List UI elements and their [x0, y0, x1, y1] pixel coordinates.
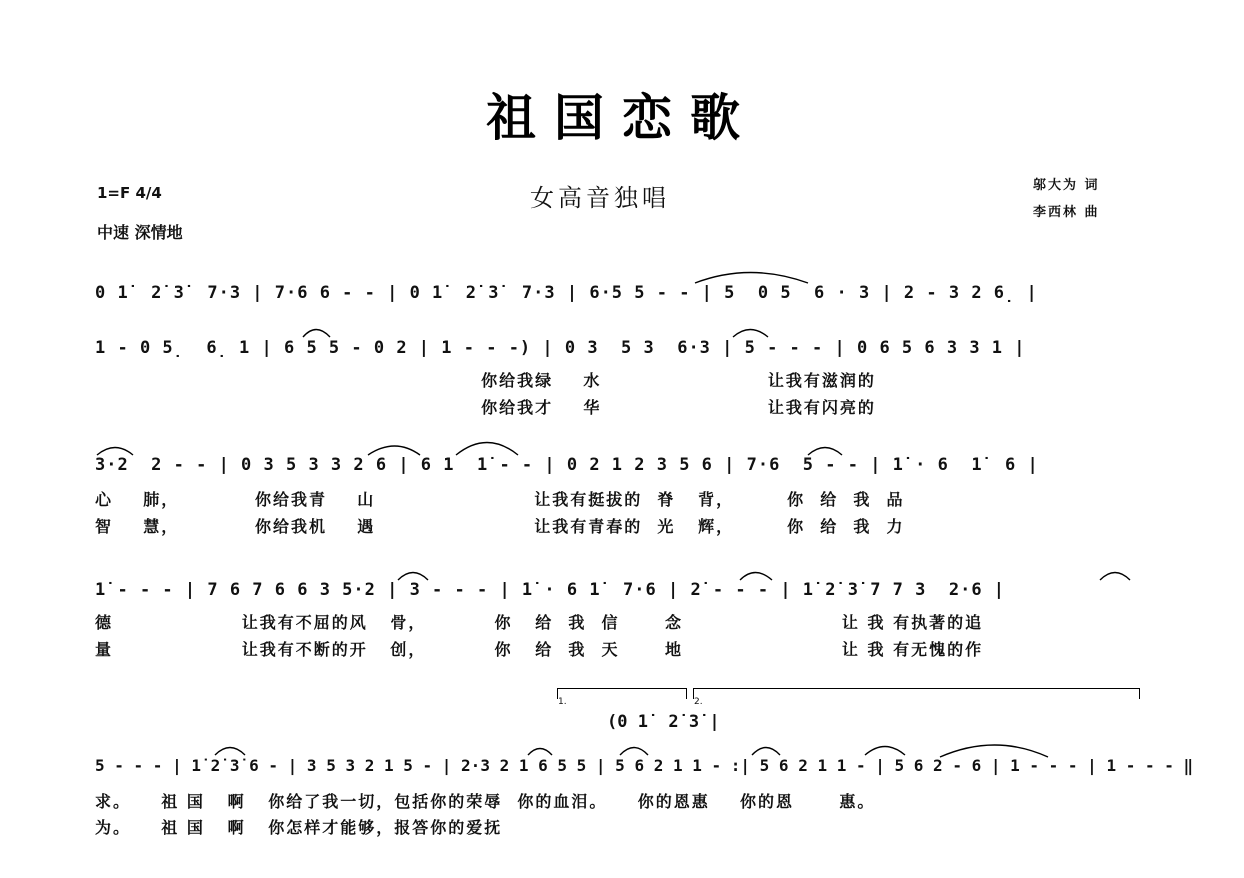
volta-second-label: 2. — [694, 697, 703, 707]
slur — [368, 446, 420, 455]
composer-credit: 李西林 曲 — [1033, 205, 1100, 220]
slur — [808, 448, 842, 456]
page-title: 祖国恋歌 — [486, 88, 758, 147]
slur — [695, 273, 808, 284]
lyric-line-2a: 你给我绿 水 让我有滋润的 — [95, 371, 876, 390]
lyricist-credit: 邬大为 词 — [1033, 178, 1100, 193]
lyric-line-5a: 求。 祖 国 啊 你给了我一切，包括你的荣辱 你的血泪。 你的恩惠 你的恩 惠。 — [95, 792, 876, 811]
key-signature: 1=F 4/4 — [97, 184, 162, 202]
lyric-line-4a: 德 让我有不屈的风 骨， 你 给 我 信 念 让 我 有执著的追 — [95, 613, 984, 632]
slur — [865, 747, 905, 756]
subtitle: 女高音独唱 — [530, 184, 670, 212]
tempo-marking: 中速 深情地 — [97, 223, 183, 242]
slur — [528, 749, 552, 756]
notation-line-4: 1̇ - - - | 7 6 7 6 6 3 5·2 | 3 - - - | 1̇ · 6 1̇ 7·6 | 2̇ - - - | 1̇ 2̇ 3̇ 7 7 3 2·6 | — [95, 580, 1006, 600]
lyric-line-5b: 为。 祖 国 啊 你怎样才能够，报答你的爱抚 — [95, 818, 503, 837]
slur — [620, 748, 648, 756]
lyric-line-3b: 智 慧， 你给我机 遇 让我有青春的 光 辉， 你 给 我 力 — [95, 517, 905, 536]
slur — [398, 573, 428, 581]
notation-line-2: 1 - 0 5̣ 6̣ 1 | 6 5 5 - 0 2 | 1 - - -) | 0 3 5 3 6·3 | 5 - - - | 0 6 5 6 3 3 1 | — [95, 338, 1026, 358]
notation-line-5: 5 - - - | 1̇ 2̇ 3̇ 6 - | 3 5 3 2 1 5 - | 2·3 2 1 6 5 5 | 5 6 2 1 1 - :| 5 6 2 1 1 - | 5 6 2 - 6 | 1 - - - | 1 - - - ‖ — [95, 756, 1194, 775]
lyric-line-2b: 你给我才 华 让我有闪亮的 — [95, 398, 876, 417]
slur — [456, 443, 518, 456]
slur — [215, 748, 245, 756]
lyric-line-4b: 量 让我有不断的开 创， 你 给 我 天 地 让 我 有无愧的作 — [95, 640, 984, 659]
notation-line-3: 3·2 2 - - | 0 3 5 3 3 2 6 | 6 1 1̇ - - | 0 2 1 2 3 5 6 | 7·6 5 - - | 1̇ · 6 1̇ 6 | — [95, 455, 1039, 475]
slur — [97, 448, 133, 456]
slur — [303, 330, 330, 338]
slur — [752, 748, 780, 756]
lyric-line-3a: 心 肺， 你给我青 山 让我有挺拔的 脊 背， 你 给 我 品 — [95, 490, 905, 509]
volta-first-label: 1. — [558, 697, 567, 707]
link-phrase: (0 1̇ 2̇ 3̇ | — [607, 712, 720, 732]
slur — [740, 573, 772, 581]
slur — [733, 330, 768, 338]
slur — [1100, 573, 1130, 581]
slur — [940, 745, 1048, 757]
notation-line-1: 0 1̇ 2̇ 3̇ 7·3 | 7·6 6 - - | 0 1̇ 2̇ 3̇ 7·3 | 6·5 5 - - | 5 0 5 6 · 3 | 2 - 3 2 6̣ | — [95, 283, 1038, 303]
